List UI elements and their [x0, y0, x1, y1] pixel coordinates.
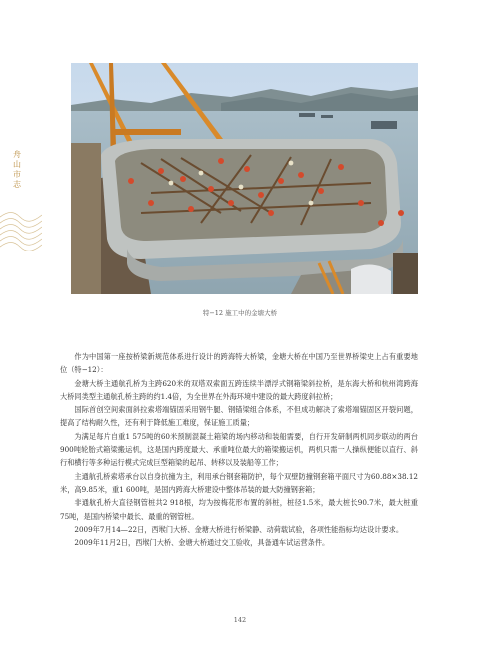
paragraph: 为满足每片自重1 575吨的60米预制混凝土箱梁的场内移动和装船需要，自行开发研制两机同步联动的两台900吨轮胎式箱梁搬运机，这是国内跨度最大、承重吨位最大的箱梁搬运机，两机只需一人操纵便能以直行、斜行和横行等多种运行模式完成巨型箱梁的起吊、转移以及装船等工作； — [60, 431, 418, 468]
paragraph: 国际首创空间索面斜拉索塔端锚固采用钢牛腿、钢锚梁组合体系，不但成功解决了索塔端锚固区开裂问题，提高了结构耐久性，还有利于降低施工难度，保证施工质量； — [60, 405, 418, 428]
sidebar-book-title — [10, 150, 24, 190]
wave-ornament — [0, 207, 42, 251]
paragraph: 主通航孔桥索塔承台以自身抗撞为主，利用承台钢套箱防护，每个双壁防撞钢套箱平面尺寸为60.88×38.12米，高9.85米，重1 600吨，是国内跨海大桥建设中整体吊装的最大防撞钢套箱； — [60, 471, 418, 494]
sidebar-char: 市 — [13, 170, 21, 179]
paragraph: 2009年11月2日，西堠门大桥、金塘大桥通过交工验收，具备通车试运营条件。 — [74, 538, 330, 548]
paragraph: 非通航孔桥大直径钢管桩共2 918根，均为按梅花形布置的斜桩，桩径1.5米，最大桩长90.7米，最大桩重75吨，是国内桥梁中最长、最重的钢管桩。 — [60, 498, 418, 521]
bridge-construction-photo — [71, 63, 418, 294]
figure-caption: 特−12 施工中的金塘大桥 — [202, 309, 278, 317]
paragraph: 作为中国第一座按桥梁新规范体系进行设计的跨海特大桥梁，金塘大桥在中国乃至世界桥梁史上占有重要地位（特−12）： — [60, 352, 418, 375]
sidebar-char: 志 — [13, 180, 21, 189]
page-number: 142 — [233, 616, 247, 624]
sidebar-char: 舟 — [13, 150, 21, 159]
paragraph: 2009年7月14—22日，西堠门大桥、金塘大桥进行桥梁静、动荷载试验，各项性能指标均达设计要求。 — [74, 524, 404, 534]
sidebar-char: 山 — [13, 160, 21, 169]
paragraph: 金塘大桥主通航孔桥为主跨620米的双塔双索面五跨连续半漂浮式钢箱梁斜拉桥，是东海大桥和杭州湾跨海大桥同类型主通航孔桥主跨的约1.4倍，为全世界在外海环境中建设的最大跨度斜拉桥； — [60, 378, 418, 401]
body-text — [60, 350, 418, 549]
